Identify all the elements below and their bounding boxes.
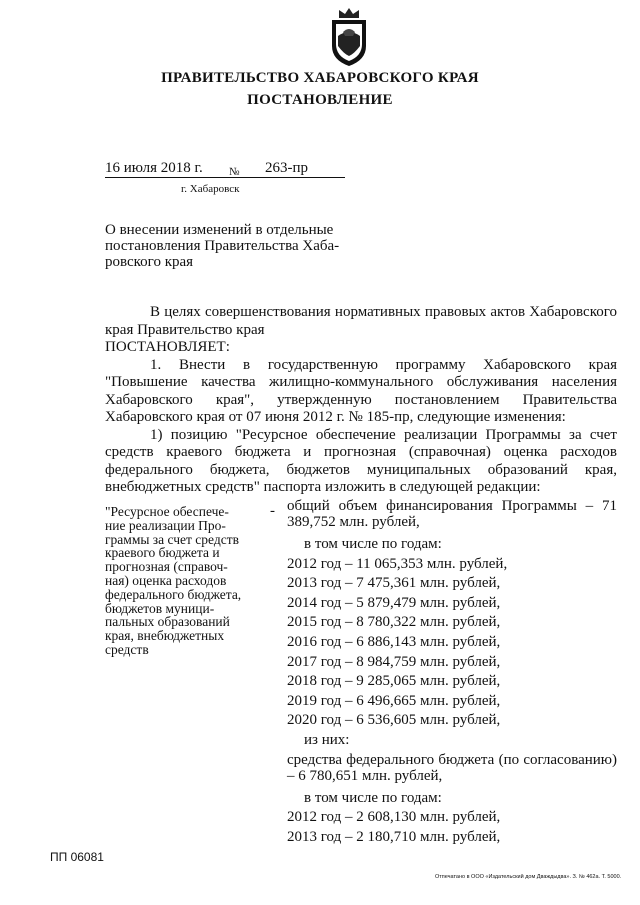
item-1-1-paragraph: 1) позицию "Ресурсное обеспечение реализации Программы за счет средств краевого бюджета и прогнозная (справочная) оценка расходов федерального бюджета, бюджетов муниципальных образований края, внебюджетных средств" паспорта изложить в следующей редакции: <box>105 426 617 495</box>
funding-details <box>287 498 617 848</box>
year-row: 2017 год – 8 984,759 млн. рублей, <box>287 653 501 670</box>
table-dash: - <box>270 503 275 519</box>
federal-year-row: 2013 год – 2 180,710 млн. рублей, <box>287 828 501 845</box>
document-code: ПП 06081 <box>50 850 104 864</box>
document-date: 16 июля 2018 г. <box>105 160 253 178</box>
year-row: 2018 год – 9 285,065 млн. рублей, <box>287 673 501 690</box>
federal-funding: средства федерального бюджета (по согласованию) – 6 780,651 млн. рублей, <box>287 751 617 784</box>
year-row: 2015 год – 8 780,322 млн. рублей, <box>287 614 501 631</box>
passport-position-label: "Ресурсное обеспече- ние реализации Про- граммы за счет средств краевого бюджета и прогнозная (справоч- ная) оценка расходов федерального бюджета, бюджетов муници- пальных образований края, внебюджетных средств <box>105 504 242 657</box>
year-row: 2014 год – 5 879,479 млн. рублей, <box>287 594 501 611</box>
by-years-label-2: в том числе по годам: <box>304 789 442 806</box>
document-subject: О внесении изменений в отдельные постановления Правительства Хаба- ровского края <box>105 222 340 270</box>
year-row: 2019 год – 6 496,665 млн. рублей, <box>287 692 501 709</box>
by-years-label: в том числе по годам: <box>304 536 442 552</box>
intro-paragraph: В целях совершенствования нормативных правовых актов Хабаровского края Правительство края <box>105 304 617 338</box>
government-title: ПРАВИТЕЛЬСТВО ХАБАРОВСКОГО КРАЯ <box>161 70 479 86</box>
document-number: 263-пр <box>253 160 345 178</box>
year-row: 2012 год – 11 065,353 млн. рублей, <box>287 555 508 572</box>
city-label: г. Хабаровск <box>181 183 240 195</box>
federal-year-row: 2012 год – 2 608,130 млн. рублей, <box>287 809 501 826</box>
number-sign: № <box>229 166 240 178</box>
total-funding: общий объем финансирования Программы – 71 389,752 млн. рублей, <box>287 498 617 530</box>
of-them-label: из них: <box>304 731 350 748</box>
item-1-paragraph: 1. Внести в государственную программу Хабаровского края "Повышение качества жилищно-коммунального обслуживания населения Хабаровского края", утвержденную постановлением Правительства Хабаровского края от 07 июня 2012 г. № 185-пр, следующие изменения: <box>105 356 617 425</box>
year-row: 2020 год – 6 536,605 млн. рублей, <box>287 712 501 729</box>
year-row: 2013 год – 7 475,361 млн. рублей, <box>287 575 501 592</box>
document-body <box>105 304 617 497</box>
coat-of-arms-emblem <box>326 6 372 68</box>
year-row: 2016 год – 6 886,143 млн. рублей, <box>287 633 501 650</box>
resolves-label: ПОСТАНОВЛЯЕТ: <box>105 339 230 355</box>
printer-imprint: Отпечатано в ООО «Издательский дом Дваждыдва». З. № 462а. Т. 5000. <box>435 874 622 880</box>
document-type-title: ПОСТАНОВЛЕНИЕ <box>247 92 393 108</box>
